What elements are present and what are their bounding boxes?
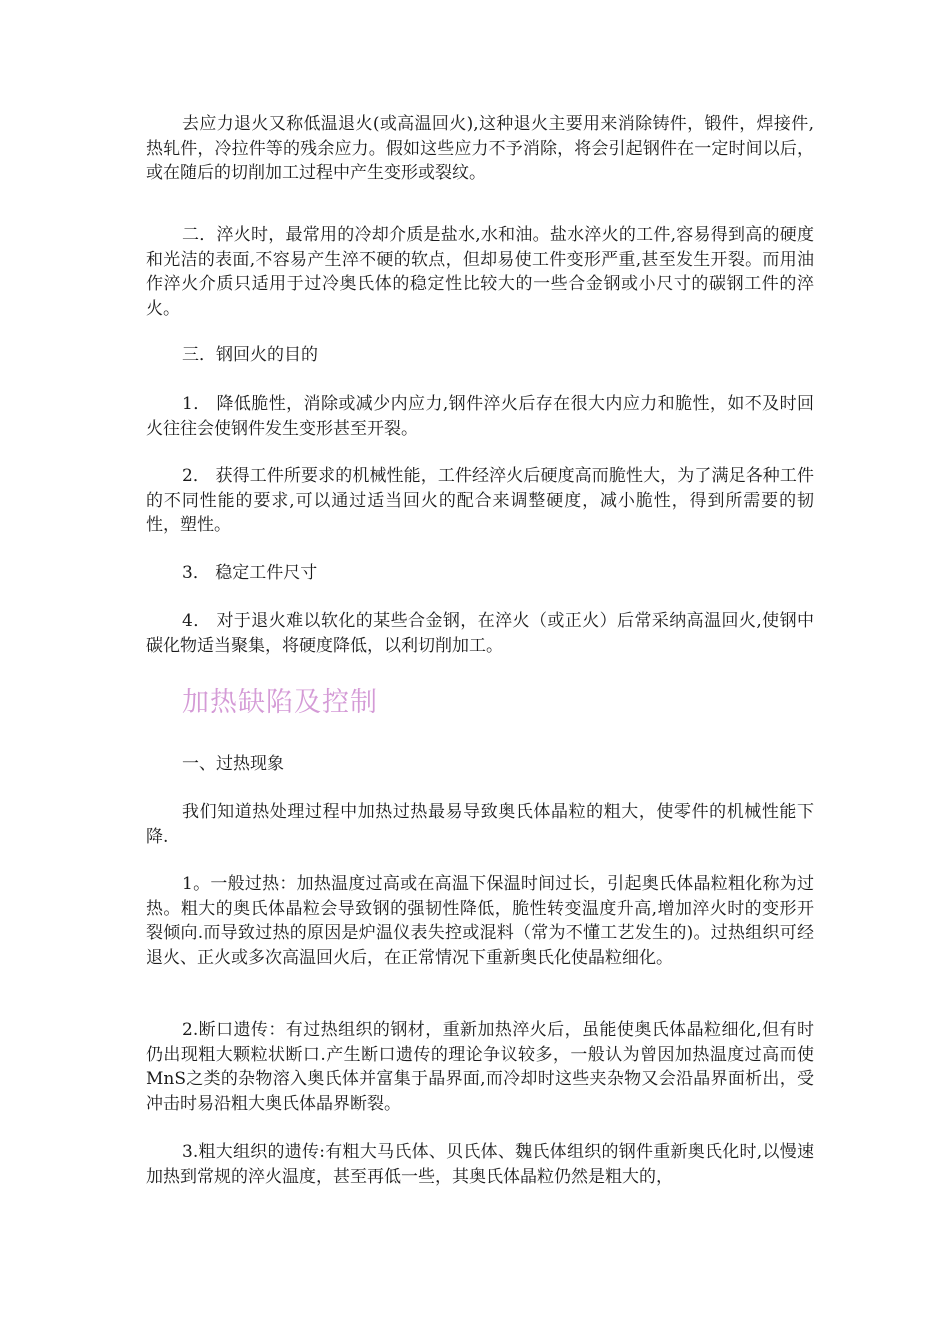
- paragraph-item-1: 1． 降低脆性，消除或减少内应力,钢件淬火后存在很大内应力和脆性，如不及时回火往往会使钢件发生变形甚至开裂。: [146, 394, 814, 439]
- paragraph-overheating-title: 一、过热现象: [182, 754, 284, 774]
- paragraph-fracture-inheritance: 2.断口遗传：有过热组织的钢材，重新加热淬火后，虽能使奥氏体晶粒细化,但有时仍出现粗大颗粒状断口.产生断口遗传的理论争议较多，一般认为曾因加热温度过高而使MnS之类的杂物溶入奥氏体并富集于晶界面,而冷却时这些夹杂物又会沿晶界面析出，受冲击时易沿粗大奥氏体晶界断裂。: [146, 1020, 814, 1114]
- paragraph-quenching-media: 二．淬火时，最常用的冷却介质是盐水,水和油。盐水淬火的工件,容易得到高的硬度和光洁的表面,不容易产生淬不硬的软点，但却易使工件变形严重,甚至发生开裂。而用油作淬火介质只适用于过冷奥氏体的稳定性比较大的一些合金钢或小尺寸的碳钢工件的淬火。: [146, 225, 814, 319]
- paragraph-item-3: 3． 稳定工件尺寸: [182, 563, 318, 583]
- paragraph-general-overheating: 1。一般过热：加热温度过高或在高温下保温时间过长，引起奥氏体晶粒粗化称为过热。粗大的奥氏体晶粒会导致钢的强韧性降低，脆性转变温度升高,增加淬火时的变形开裂倾向.而导致过热的原因是炉温仪表失控或混料（常为不懂工艺发生的)。过热组织可经退火、正火或多次高温回火后，在正常情况下重新奥氏化使晶粒细化。: [146, 874, 814, 968]
- paragraph-tempering-purpose: 三．钢回火的目的: [182, 345, 318, 365]
- paragraph-coarse-structure-inheritance: 3.粗大组织的遗传:有粗大马氏体、贝氏体、魏氏体组织的钢件重新奥氏化时,以慢速加热到常规的淬火温度，甚至再低一些，其奥氏体晶粒仍然是粗大的，: [146, 1142, 814, 1187]
- paragraph-item-4: 4． 对于退火难以软化的某些合金钢，在淬火（或正火）后常采纳高温回火,使钢中碳化物适当聚集，将硬度降低，以利切削加工。: [146, 611, 814, 656]
- paragraph-overheating-intro: 我们知道热处理过程中加热过热最易导致奥氏体晶粒的粗大，使零件的机械性能下降.: [146, 802, 814, 847]
- paragraph-stress-relief-annealing: 去应力退火又称低温退火(或高温回火),这种退火主要用来消除铸件，锻件，焊接件,热轧件，冷拉件等的残余应力。假如这些应力不予消除，将会引起钢件在一定时间以后，或在随后的切削加工过程中产生变形或裂纹。: [146, 114, 814, 183]
- section-heading: 加热缺陷及控制: [182, 687, 378, 718]
- paragraph-item-2: 2． 获得工件所要求的机械性能，工件经淬火后硬度高而脆性大，为了满足各种工件的不同性能的要求,可以通过适当回火的配合来调整硬度，减小脆性，得到所需要的韧性，塑性。: [146, 466, 814, 535]
